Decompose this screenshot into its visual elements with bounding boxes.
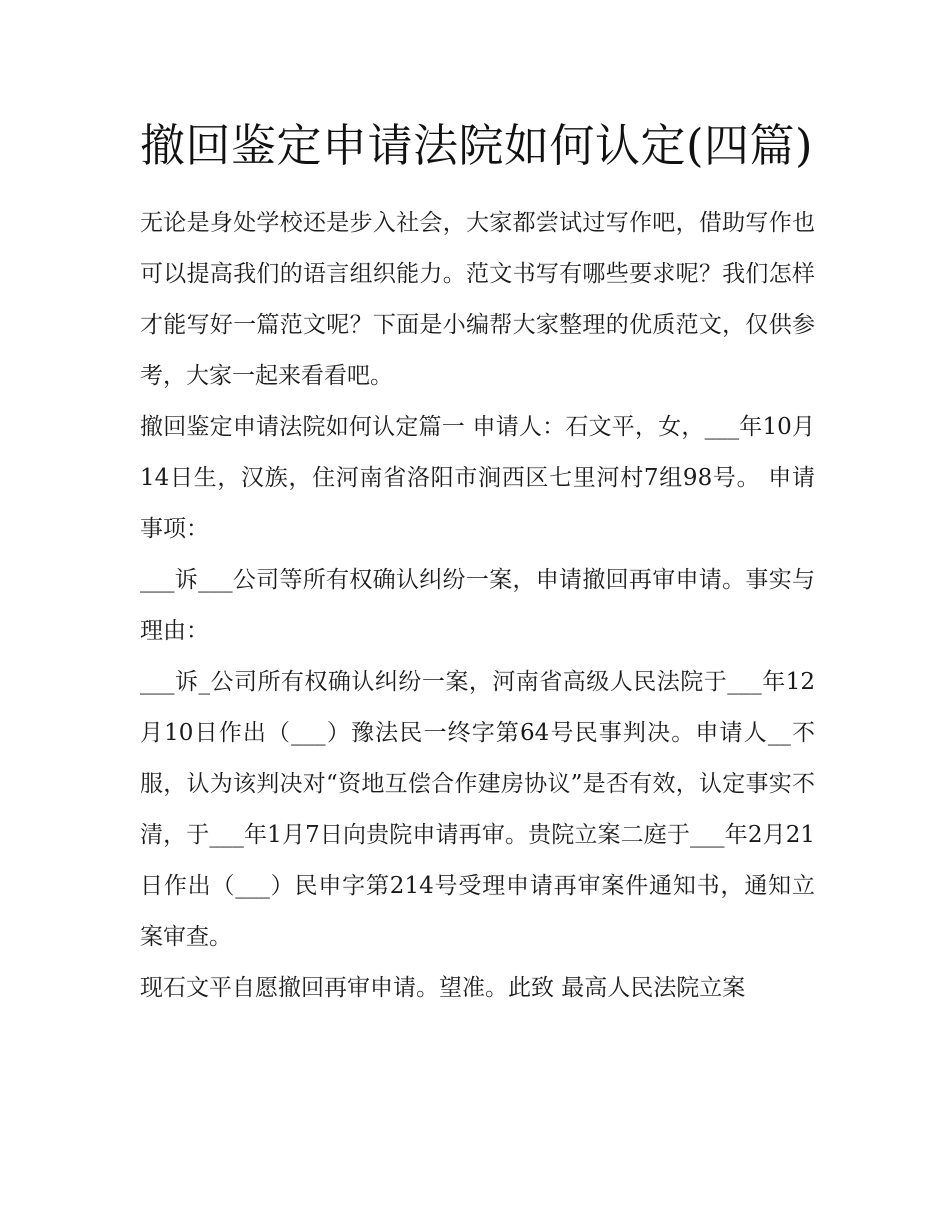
request-paragraph: ___诉___公司等所有权确认纠纷一案，申请撤回再审申请。事实与理由： [140, 567, 815, 644]
facts-paragraph: ___诉_公司所有权确认纠纷一案，河南省高级人民法院于___年12月10日作出（___）豫法民一终字第64号民事判决。申请人__不服，认为该判决对“资地互偿合作建房协议”是否有效，认定事实不清，于___年1月7日向贵院申请再审。贵院立案二庭于___年2月21日作出（___）民申字第214号受理申请再审案件通知书，通知立案审查。 [140, 669, 815, 950]
applicant-paragraph: 撤回鉴定申请法院如何认定篇一 申请人：石文平，女，___年10月14日生，汉族，住河南省洛阳市涧西区七里河村7组98号。 申请事项： [140, 414, 815, 542]
document-title: 撤回鉴定申请法院如何认定(四篇) [140, 119, 814, 172]
intro-paragraph: 无论是身处学校还是步入社会，大家都尝试过写作吧，借助写作也可以提高我们的语言组织能力。范文书写有哪些要求呢？我们怎样才能写好一篇范文呢？下面是小编帮大家整理的优质范文，仅供参考，大家一起来看看吧。 [140, 210, 815, 389]
document-body [140, 108, 815, 1014]
closing-paragraph: 现石文平自愿撤回再审申请。望准。此致 最高人民法院立案 [140, 975, 746, 1001]
